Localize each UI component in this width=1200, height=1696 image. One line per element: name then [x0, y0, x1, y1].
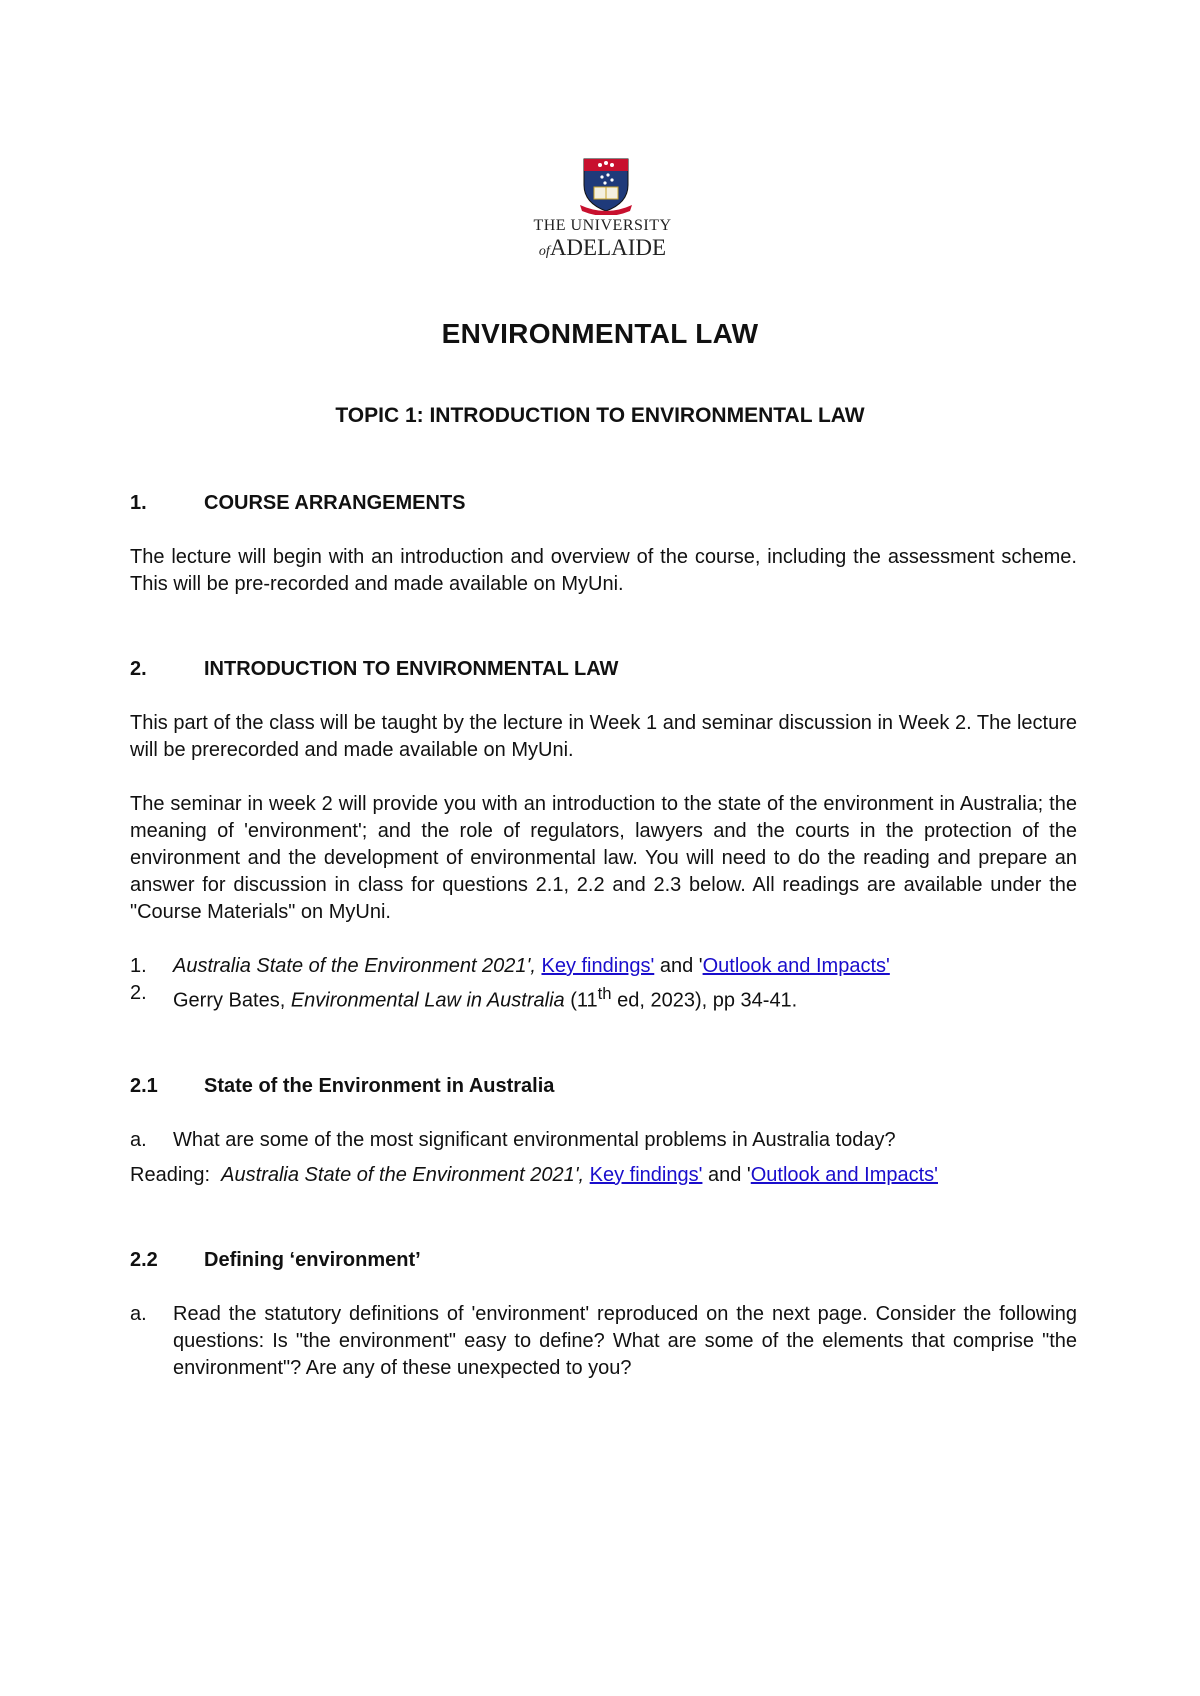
- paragraph: The seminar in week 2 will provide you with an introduction to the state of the environment in Australia; the meaning of 'environment'; and the role of regulators, lawyers and the courts in the protection of the environment and the development of environmental law. You will need to do the reading and prepare an answer for discussion in class for questions 2.1, 2.2 and 2.3 below. All readings are available under the "Course Materials" on MyUni.: [130, 793, 1077, 923]
- question-item: [130, 1301, 1077, 1382]
- key-findings-link[interactable]: Key findings': [541, 955, 655, 977]
- section-title: COURSE ARRANGEMENTS: [204, 492, 466, 514]
- reading-title: Australia State of the Environment 2021',: [221, 1163, 585, 1186]
- list-marker: 1.: [130, 955, 147, 977]
- list-marker: 2.: [130, 982, 147, 1004]
- logo-text-line2: [530, 235, 675, 261]
- question-text: Read the statutory definitions of 'environment' reproduced on the next page. Consider the following questions: Is "the environment" easy to define? What are some of the elements that comprise "the environment"? Are any of these unexpected to you?: [173, 1302, 1077, 1379]
- list-marker: a.: [130, 1128, 147, 1151]
- university-logo: [530, 155, 675, 265]
- section-heading: [130, 656, 1077, 683]
- reading-list-item: 1. Australia State of the Environment 2021', Key findings' and 'Outlook and Impacts': [130, 953, 1077, 980]
- section-title: INTRODUCTION TO ENVIRONMENTAL LAW: [204, 658, 619, 680]
- document-body: [130, 490, 1077, 1382]
- university-crest-icon: [578, 155, 634, 215]
- section-heading: [130, 1247, 1077, 1274]
- outlook-and-impacts-link[interactable]: Outlook and Impacts': [702, 955, 890, 977]
- paragraph: The lecture will begin with an introduction and overview of the course, including the assessment scheme. This will be pre-recorded and made available on MyUni.: [130, 546, 1077, 595]
- logo-of: of: [538, 244, 550, 259]
- list-marker: a.: [130, 1302, 147, 1325]
- reading-list-item: 2. Gerry Bates, Environmental Law in Australia (11th ed, 2023), pp 34-41.: [130, 980, 1077, 1015]
- logo-text-line1: THE UNIVERSITY: [533, 217, 672, 234]
- section-heading: [130, 1073, 1077, 1100]
- reading-title: Australia State of the Environment 2021',: [173, 955, 536, 977]
- document-title: ENVIRONMENTAL LAW: [441, 318, 759, 349]
- question-item: [130, 1127, 1077, 1154]
- paragraph: This part of the class will be taught by the lecture in Week 1 and seminar discussion in Week 2. The lecture will be prerecorded and made available on MyUni.: [130, 712, 1077, 761]
- section-number: 2.1: [130, 1074, 158, 1097]
- section-title: State of the Environment in Australia: [204, 1074, 555, 1097]
- section-title: Defining ‘environment’: [204, 1248, 421, 1271]
- section-number: 2.: [130, 658, 147, 680]
- section-number: 2.2: [130, 1248, 158, 1271]
- reading-title: Environmental Law in Australia: [290, 989, 565, 1012]
- section-heading: [130, 490, 1077, 517]
- outlook-and-impacts-link[interactable]: Outlook and Impacts': [750, 1163, 938, 1186]
- key-findings-link[interactable]: Key findings': [589, 1163, 703, 1186]
- reading-line: Reading: Australia State of the Environment 2021', Key findings' and 'Outlook and Impacts': [130, 1163, 938, 1186]
- logo-name: ADELAIDE: [549, 235, 667, 260]
- question-text: What are some of the most significant environmental problems in Australia today?: [173, 1128, 896, 1151]
- document-subtitle: TOPIC 1: INTRODUCTION TO ENVIRONMENTAL LAW: [335, 404, 865, 427]
- section-number: 1.: [130, 492, 147, 514]
